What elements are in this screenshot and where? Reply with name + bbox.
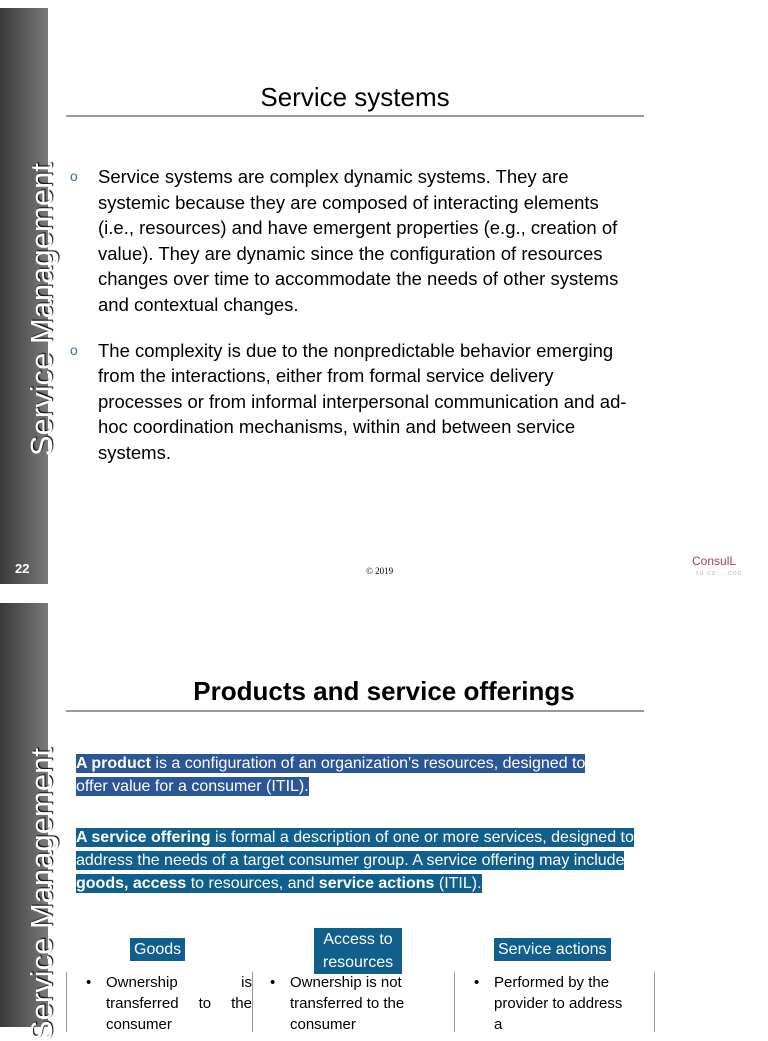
- bullet-item: [70, 338, 630, 466]
- column-access: [270, 972, 440, 1035]
- product-term: A product: [76, 755, 151, 772]
- sidebar: [0, 603, 59, 1041]
- sidebar-label: Service Management: [24, 748, 59, 1041]
- slide-title: Products and service offerings: [193, 676, 575, 706]
- column-divider: [66, 972, 67, 1032]
- service-offering-box: [76, 826, 644, 895]
- bullet-text: The complexity is due to the nonpredictable behavior emerging from the interactions, either from formal service delivery processes or from informal interpersonal communication and ad-hoc coordination mechanisms, within and between service systems.: [98, 339, 627, 463]
- bullet-item: [70, 164, 630, 318]
- bullet-text: Service systems are complex dynamic systems. They are systemic because they are composed of interacting elements (i.e., resources) and have emergent properties (e.g., creation of value). They are dynamic since the configuration of resources changes over time to accommodate the needs of other systems and contextual changes.: [98, 166, 619, 315]
- column-heading-goods: Goods: [130, 938, 185, 961]
- logo-subtext: ru cz ...ooo: [696, 570, 743, 577]
- bullet-list: [70, 164, 630, 486]
- page-number: 22: [15, 561, 30, 576]
- bullet-icon: o: [70, 341, 78, 358]
- logo-text: ConsulL: [692, 554, 737, 568]
- column-divider: [252, 972, 253, 1032]
- column-heading-service-actions: Service actions: [494, 938, 611, 961]
- sidebar: [0, 8, 59, 584]
- slide-title: Service systems: [260, 82, 450, 112]
- copyright: © 2019: [366, 566, 394, 576]
- column-item: Ownership is not transferred to the consumer: [290, 974, 405, 1033]
- sidebar-label: Service Management: [24, 163, 59, 456]
- offering-term: A service offering: [76, 829, 211, 846]
- bullet-icon: •: [270, 974, 276, 991]
- bullet-icon: •: [474, 974, 480, 991]
- title-underline: [66, 710, 644, 712]
- title-underline: [66, 115, 644, 117]
- offering-text-3: (ITIL).: [434, 875, 482, 892]
- product-definition-box: [76, 752, 586, 798]
- column-item: Performed by the provider to address a: [494, 974, 623, 1033]
- column-goods: [86, 972, 252, 1035]
- column-service-actions: [474, 972, 634, 1035]
- offering-service-actions: service actions: [318, 875, 435, 892]
- bullet-icon: •: [86, 974, 92, 991]
- offering-text-1: is formal a description of one or more services, designed to address the needs of a target consumer group. A service offering may include: [76, 829, 634, 869]
- bullet-icon: o: [70, 168, 78, 184]
- column-divider: [654, 972, 655, 1032]
- slide-products-offerings: [0, 600, 768, 1041]
- offering-text-2: to resources, and: [186, 875, 319, 892]
- offering-goods-access: goods, access: [76, 875, 187, 892]
- product-definition-text: is a configuration of an organization's resources, designed to offer value for a consumer (ITIL).: [76, 755, 586, 795]
- column-heading-access: Access to resources: [314, 928, 402, 974]
- column-divider: [454, 972, 455, 1032]
- column-item: Ownership is transferred to the consumer: [106, 974, 252, 1033]
